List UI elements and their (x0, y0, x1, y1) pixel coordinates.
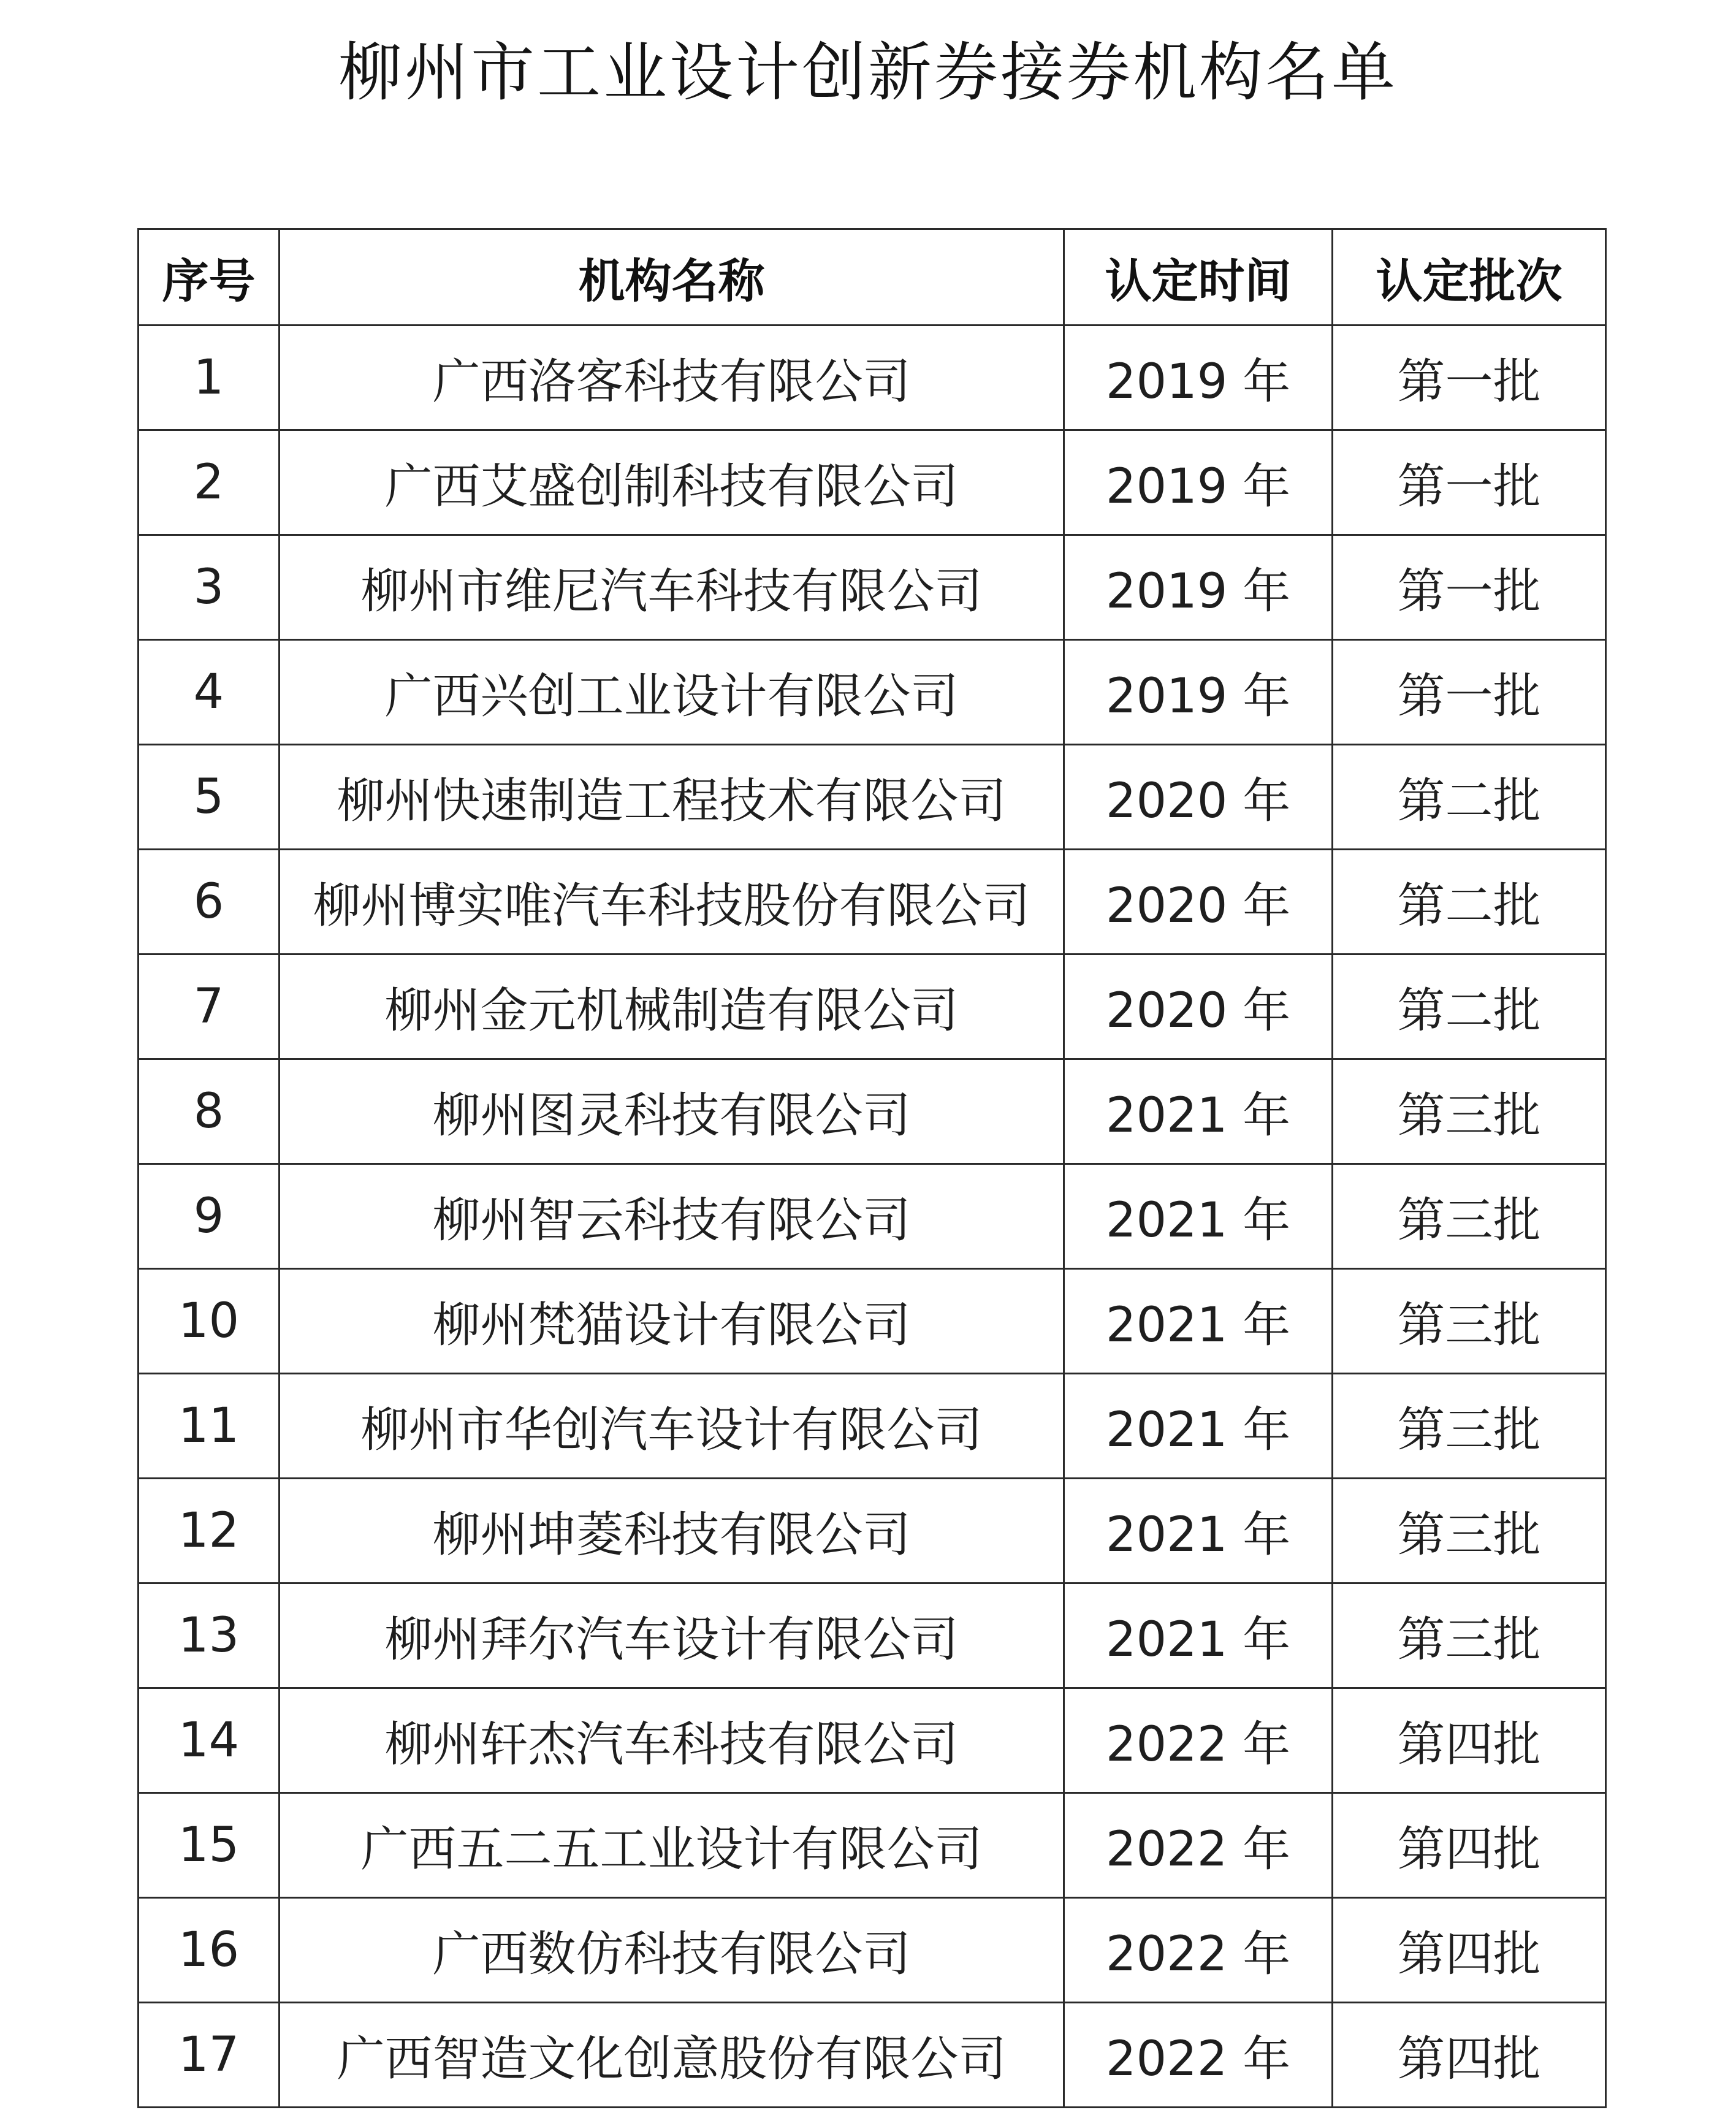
institution-name-cell: 广西兴创工业设计有限公司 (280, 640, 1064, 745)
institution-name-cell: 广西五二五工业设计有限公司 (280, 1793, 1064, 1898)
institution-name-cell: 柳州拜尔汽车设计有限公司 (280, 1583, 1064, 1688)
certification-batch-cell: 第四批 (1333, 2003, 1606, 2108)
institution-name-cell: 广西智造文化创意股份有限公司 (280, 2003, 1064, 2108)
table-row (139, 1688, 1606, 1793)
serial-number-cell: 11 (139, 1374, 280, 1479)
certification-batch-cell: 第一批 (1333, 326, 1606, 430)
serial-number-cell: 10 (139, 1269, 280, 1374)
serial-number-cell: 9 (139, 1164, 280, 1269)
institution-name-cell: 柳州梵猫设计有限公司 (280, 1269, 1064, 1374)
table-row (139, 2003, 1606, 2108)
certification-year-cell: 2022 年 (1064, 1688, 1333, 1793)
institution-name-cell: 柳州轩杰汽车科技有限公司 (280, 1688, 1064, 1793)
certification-year-cell: 2019 年 (1064, 430, 1333, 535)
table-row (139, 850, 1606, 954)
header-serial-number: 序号 (139, 229, 280, 326)
table-row (139, 1583, 1606, 1688)
certification-batch-cell: 第四批 (1333, 1688, 1606, 1793)
table-row (139, 1793, 1606, 1898)
header-institution-name: 机构名称 (280, 229, 1064, 326)
table-header (139, 229, 1606, 326)
table-row (139, 535, 1606, 640)
certification-year-cell: 2021 年 (1064, 1479, 1333, 1583)
certification-batch-cell: 第三批 (1333, 1479, 1606, 1583)
institution-name-cell: 柳州市华创汽车设计有限公司 (280, 1374, 1064, 1479)
certification-batch-cell: 第四批 (1333, 1898, 1606, 2003)
table-row (139, 1374, 1606, 1479)
certification-batch-cell: 第二批 (1333, 745, 1606, 850)
institution-name-cell: 广西艾盛创制科技有限公司 (280, 430, 1064, 535)
table-row (139, 326, 1606, 430)
table-body (139, 326, 1606, 2108)
certification-batch-cell: 第三批 (1333, 1164, 1606, 1269)
serial-number-cell: 17 (139, 2003, 280, 2108)
institution-name-cell: 柳州智云科技有限公司 (280, 1164, 1064, 1269)
certification-year-cell: 2019 年 (1064, 640, 1333, 745)
table-row (139, 1164, 1606, 1269)
document-title: 柳州市工业设计创新券接券机构名单 (338, 35, 1398, 110)
certification-batch-cell: 第三批 (1333, 1374, 1606, 1479)
certification-year-cell: 2019 年 (1064, 535, 1333, 640)
certification-batch-cell: 第二批 (1333, 954, 1606, 1059)
table-row (139, 1269, 1606, 1374)
institution-name-cell: 柳州图灵科技有限公司 (280, 1059, 1064, 1164)
serial-number-cell: 15 (139, 1793, 280, 1898)
table-row (139, 430, 1606, 535)
serial-number-cell: 6 (139, 850, 280, 954)
institution-table (137, 228, 1607, 2108)
table-row (139, 1059, 1606, 1164)
certification-year-cell: 2020 年 (1064, 850, 1333, 954)
serial-number-cell: 8 (139, 1059, 280, 1164)
institution-name-cell: 广西洛客科技有限公司 (280, 326, 1064, 430)
serial-number-cell: 14 (139, 1688, 280, 1793)
institution-name-cell: 柳州博实唯汽车科技股份有限公司 (280, 850, 1064, 954)
institution-name-cell: 柳州金元机械制造有限公司 (280, 954, 1064, 1059)
institution-name-cell: 广西数仿科技有限公司 (280, 1898, 1064, 2003)
serial-number-cell: 5 (139, 745, 280, 850)
certification-year-cell: 2020 年 (1064, 745, 1333, 850)
serial-number-cell: 4 (139, 640, 280, 745)
certification-year-cell: 2021 年 (1064, 1164, 1333, 1269)
serial-number-cell: 13 (139, 1583, 280, 1688)
serial-number-cell: 2 (139, 430, 280, 535)
certification-year-cell: 2022 年 (1064, 1898, 1333, 2003)
certification-batch-cell: 第一批 (1333, 430, 1606, 535)
institution-name-cell: 柳州市维尼汽车科技有限公司 (280, 535, 1064, 640)
certification-year-cell: 2022 年 (1064, 1793, 1333, 1898)
table-row (139, 640, 1606, 745)
serial-number-cell: 7 (139, 954, 280, 1059)
certification-year-cell: 2019 年 (1064, 326, 1333, 430)
certification-year-cell: 2021 年 (1064, 1374, 1333, 1479)
certification-batch-cell: 第一批 (1333, 640, 1606, 745)
header-certification-batch: 认定批次 (1333, 229, 1606, 326)
institution-name-cell: 柳州坤菱科技有限公司 (280, 1479, 1064, 1583)
institution-name-cell: 柳州快速制造工程技术有限公司 (280, 745, 1064, 850)
serial-number-cell: 3 (139, 535, 280, 640)
serial-number-cell: 12 (139, 1479, 280, 1583)
certification-year-cell: 2021 年 (1064, 1269, 1333, 1374)
certification-batch-cell: 第二批 (1333, 850, 1606, 954)
serial-number-cell: 16 (139, 1898, 280, 2003)
certification-year-cell: 2022 年 (1064, 2003, 1333, 2108)
certification-batch-cell: 第三批 (1333, 1583, 1606, 1688)
table-row (139, 1479, 1606, 1583)
certification-batch-cell: 第三批 (1333, 1269, 1606, 1374)
certification-batch-cell: 第三批 (1333, 1059, 1606, 1164)
table-row (139, 1898, 1606, 2003)
serial-number-cell: 1 (139, 326, 280, 430)
certification-year-cell: 2021 年 (1064, 1583, 1333, 1688)
table-row (139, 745, 1606, 850)
header-row (139, 229, 1606, 326)
table-row (139, 954, 1606, 1059)
certification-year-cell: 2020 年 (1064, 954, 1333, 1059)
certification-year-cell: 2021 年 (1064, 1059, 1333, 1164)
certification-batch-cell: 第四批 (1333, 1793, 1606, 1898)
certification-batch-cell: 第一批 (1333, 535, 1606, 640)
header-certification-time: 认定时间 (1064, 229, 1333, 326)
